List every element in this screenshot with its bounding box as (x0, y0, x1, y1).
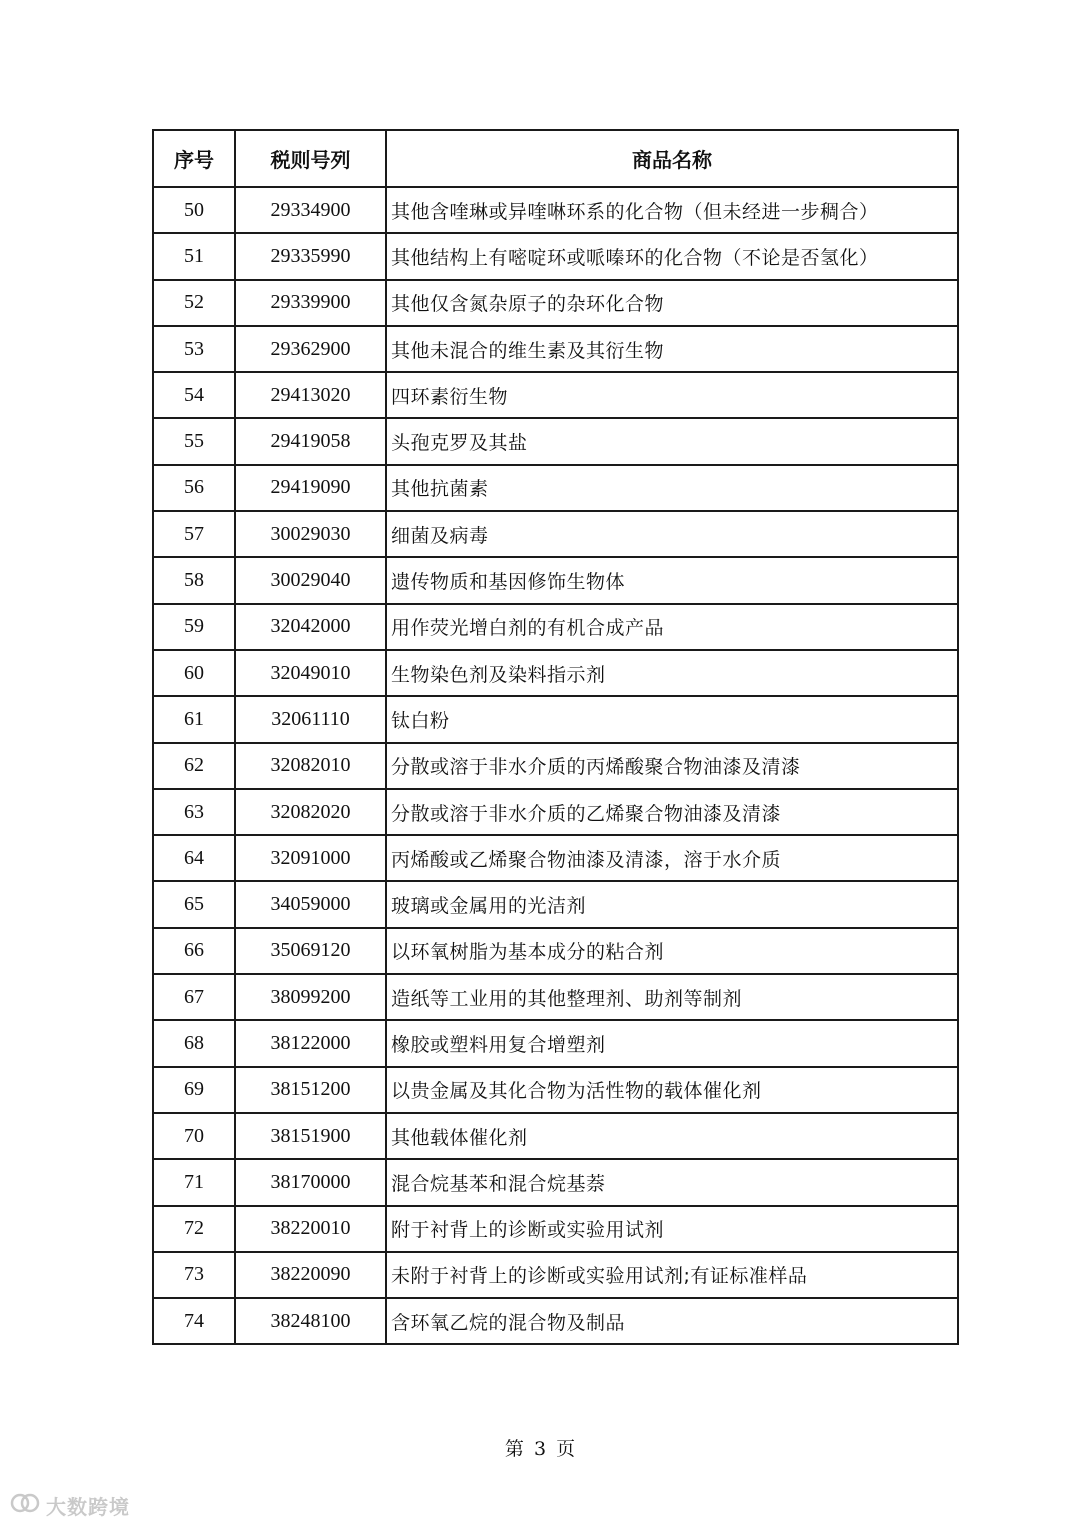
row-tariff-code-cell: 38151900 (235, 1113, 386, 1159)
row-seq-cell: 66 (153, 928, 235, 974)
header-tariff-code: 税则号列 (235, 130, 386, 187)
row-goods-name-cell: 以环氧树脂为基本成分的粘合剂 (386, 928, 958, 974)
table-row (153, 1113, 958, 1159)
row-seq-cell: 64 (153, 835, 235, 881)
table-row (153, 465, 958, 511)
row-tariff-code-cell: 38099200 (235, 974, 386, 1020)
table-row (153, 1298, 958, 1344)
row-goods-name-cell: 其他未混合的维生素及其衍生物 (386, 326, 958, 372)
row-tariff-code-cell: 38248100 (235, 1298, 386, 1344)
row-tariff-code-cell: 29334900 (235, 187, 386, 233)
table-row (153, 1206, 958, 1252)
header-goods-name: 商品名称 (386, 130, 958, 187)
row-tariff-code-cell: 29413020 (235, 372, 386, 418)
row-tariff-code-cell: 32091000 (235, 835, 386, 881)
row-goods-name-cell: 钛白粉 (386, 696, 958, 742)
row-tariff-code-cell: 38151200 (235, 1067, 386, 1113)
goods-table-container (152, 129, 957, 1345)
row-goods-name-cell: 玻璃或金属用的光洁剂 (386, 881, 958, 927)
table-row (153, 743, 958, 789)
page-number-footer (0, 1434, 1080, 1461)
row-goods-name-cell: 未附于衬背上的诊断或实验用试剂;有证标准样品 (386, 1252, 958, 1298)
row-goods-name-cell: 用作荧光增白剂的有机合成产品 (386, 604, 958, 650)
watermark-text: 大数跨境 (46, 1494, 130, 1519)
brand-logo-icon (10, 1490, 40, 1520)
row-goods-name-cell: 生物染色剂及染料指示剂 (386, 650, 958, 696)
row-goods-name-cell: 丙烯酸或乙烯聚合物油漆及清漆，溶于水介质 (386, 835, 958, 881)
row-goods-name-cell: 细菌及病毒 (386, 511, 958, 557)
row-goods-name-cell: 其他含喹琳或异喹啉环系的化合物（但未经进一步稠合） (386, 187, 958, 233)
row-seq-cell: 73 (153, 1252, 235, 1298)
table-row (153, 418, 958, 464)
table-row (153, 928, 958, 974)
row-seq-cell: 72 (153, 1206, 235, 1252)
row-seq-cell: 65 (153, 881, 235, 927)
row-goods-name-cell: 橡胶或塑料用复合增塑剂 (386, 1020, 958, 1066)
row-tariff-code-cell: 29419058 (235, 418, 386, 464)
table-row (153, 233, 958, 279)
row-tariff-code-cell: 34059000 (235, 881, 386, 927)
watermark (10, 1490, 130, 1520)
row-tariff-code-cell: 35069120 (235, 928, 386, 974)
table-row (153, 835, 958, 881)
page-number: 3 (533, 1438, 547, 1460)
row-tariff-code-cell: 38170000 (235, 1159, 386, 1205)
row-seq-cell: 67 (153, 974, 235, 1020)
row-seq-cell: 55 (153, 418, 235, 464)
row-seq-cell: 70 (153, 1113, 235, 1159)
header-seq: 序号 (153, 130, 235, 187)
row-tariff-code-cell: 38220090 (235, 1252, 386, 1298)
row-seq-cell: 59 (153, 604, 235, 650)
row-goods-name-cell: 分散或溶于非水介质的丙烯酸聚合物油漆及清漆 (386, 743, 958, 789)
table-row (153, 372, 958, 418)
table-row (153, 1252, 958, 1298)
table-row (153, 1159, 958, 1205)
table-row (153, 1020, 958, 1066)
row-seq-cell: 61 (153, 696, 235, 742)
row-tariff-code-cell: 32061110 (235, 696, 386, 742)
row-tariff-code-cell: 29335990 (235, 233, 386, 279)
row-goods-name-cell: 分散或溶于非水介质的乙烯聚合物油漆及清漆 (386, 789, 958, 835)
table-row (153, 650, 958, 696)
row-tariff-code-cell: 29419090 (235, 465, 386, 511)
table-header (153, 130, 958, 187)
row-tariff-code-cell: 29362900 (235, 326, 386, 372)
row-tariff-code-cell: 32042000 (235, 604, 386, 650)
table-row (153, 789, 958, 835)
row-goods-name-cell: 头孢克罗及其盐 (386, 418, 958, 464)
row-goods-name-cell: 造纸等工业用的其他整理剂、助剂等制剂 (386, 974, 958, 1020)
row-goods-name-cell: 其他载体催化剂 (386, 1113, 958, 1159)
table-row (153, 1067, 958, 1113)
header-row (153, 130, 958, 187)
table-row (153, 280, 958, 326)
table-row (153, 696, 958, 742)
row-tariff-code-cell: 38122000 (235, 1020, 386, 1066)
row-seq-cell: 50 (153, 187, 235, 233)
row-seq-cell: 62 (153, 743, 235, 789)
row-seq-cell: 53 (153, 326, 235, 372)
row-tariff-code-cell: 30029040 (235, 557, 386, 603)
table-row (153, 881, 958, 927)
table-row (153, 974, 958, 1020)
row-goods-name-cell: 以贵金属及其化合物为活性物的载体催化剂 (386, 1067, 958, 1113)
row-goods-name-cell: 遗传物质和基因修饰生物体 (386, 557, 958, 603)
row-seq-cell: 56 (153, 465, 235, 511)
row-seq-cell: 54 (153, 372, 235, 418)
row-seq-cell: 74 (153, 1298, 235, 1344)
row-seq-cell: 51 (153, 233, 235, 279)
row-seq-cell: 60 (153, 650, 235, 696)
table-row (153, 187, 958, 233)
row-goods-name-cell: 附于衬背上的诊断或实验用试剂 (386, 1206, 958, 1252)
row-tariff-code-cell: 30029030 (235, 511, 386, 557)
row-goods-name-cell: 其他结构上有嘧啶环或哌嗪环的化合物（不论是否氢化） (386, 233, 958, 279)
row-goods-name-cell: 含环氧乙烷的混合物及制品 (386, 1298, 958, 1344)
goods-table (152, 129, 959, 1345)
row-goods-name-cell: 其他仅含氮杂原子的杂环化合物 (386, 280, 958, 326)
table-row (153, 604, 958, 650)
row-goods-name-cell: 混合烷基苯和混合烷基萘 (386, 1159, 958, 1205)
row-seq-cell: 71 (153, 1159, 235, 1205)
row-seq-cell: 63 (153, 789, 235, 835)
row-goods-name-cell: 其他抗菌素 (386, 465, 958, 511)
page-prefix: 第 (504, 1438, 524, 1460)
row-tariff-code-cell: 29339900 (235, 280, 386, 326)
row-tariff-code-cell: 38220010 (235, 1206, 386, 1252)
row-seq-cell: 69 (153, 1067, 235, 1113)
row-tariff-code-cell: 32049010 (235, 650, 386, 696)
table-body (153, 187, 958, 1344)
row-tariff-code-cell: 32082020 (235, 789, 386, 835)
row-tariff-code-cell: 32082010 (235, 743, 386, 789)
table-row (153, 326, 958, 372)
page-suffix: 页 (556, 1438, 576, 1460)
table-row (153, 557, 958, 603)
row-seq-cell: 57 (153, 511, 235, 557)
row-seq-cell: 68 (153, 1020, 235, 1066)
row-seq-cell: 58 (153, 557, 235, 603)
table-row (153, 511, 958, 557)
row-goods-name-cell: 四环素衍生物 (386, 372, 958, 418)
row-seq-cell: 52 (153, 280, 235, 326)
